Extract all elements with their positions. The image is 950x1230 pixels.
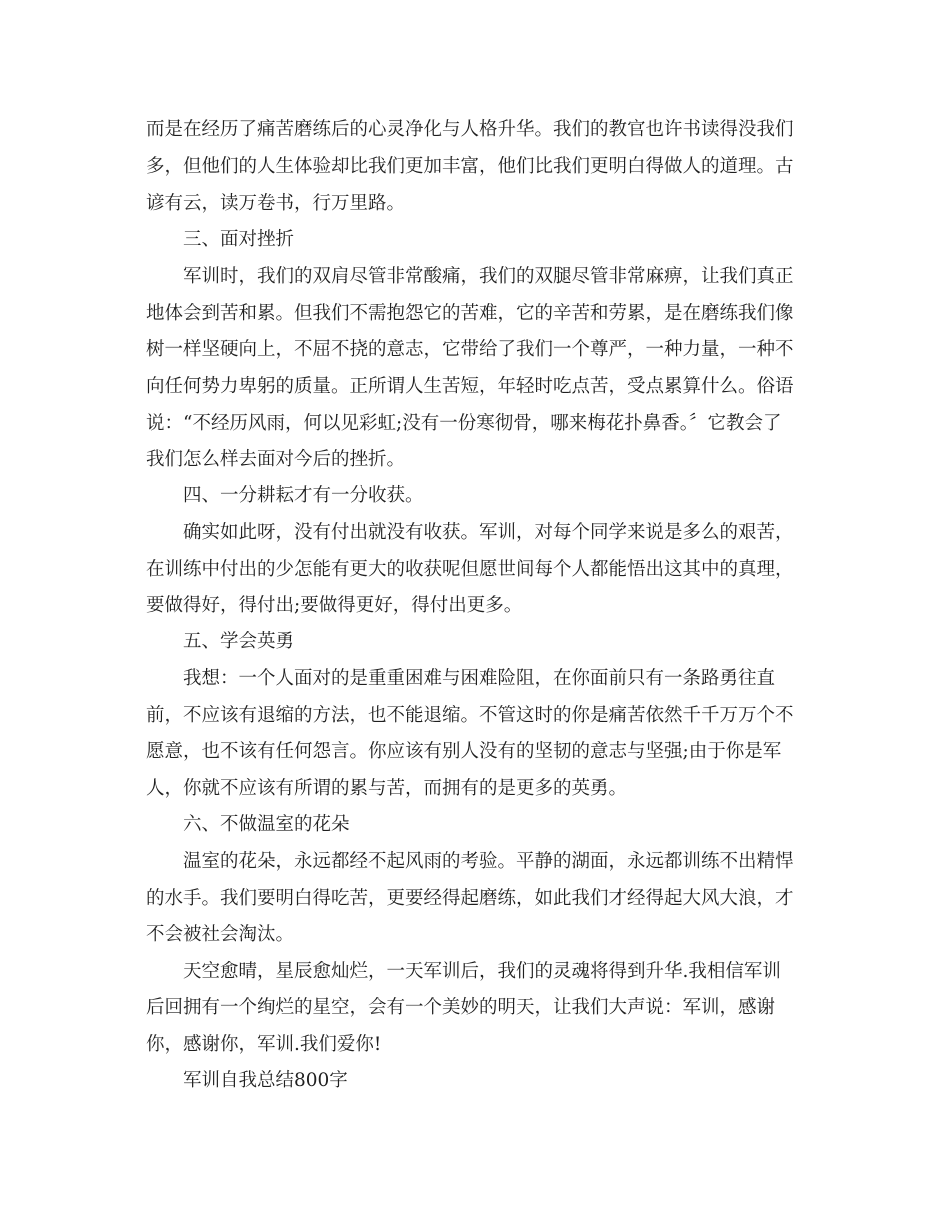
text-line: 前，不应该有退缩的方法，也不能退缩。不管这时的你是痛苦依然千千万万个不 <box>146 705 794 726</box>
text-line: 而是在经历了痛苦磨练后的心灵净化与人格升华。我们的教官也许书读得没我们 <box>146 119 794 140</box>
text-line: 的水手。我们要明白得吃苦，更要经得起磨练，如此我们才经得起大风大浪，才 <box>146 888 794 909</box>
text-line: 温室的花朵，永远都经不起风雨的考验。平静的湖面，永远都训练不出精悍 <box>183 851 794 872</box>
text-line: 愿意，也不该有任何怨言。你应该有别人没有的坚韧的意志与坚强;由于你是军 <box>146 741 782 762</box>
text-line: 在训练中付出的少怎能有更大的收获呢但愿世间每个人都能悟出这其中的真理， <box>146 559 794 580</box>
text-line: 说：“不经历风雨，何以见彩虹;没有一份寒彻骨，哪来梅花扑鼻香。〞它教会了 <box>146 413 782 434</box>
text-line: 你，感谢你，军训.我们爱你! <box>146 1034 382 1055</box>
text-line: 确实如此呀，没有付出就没有收获。军训，对每个同学来说是多么的艰苦， <box>183 522 794 543</box>
text-line: 谚有云，读万卷书，行万里路。 <box>146 193 406 214</box>
section-heading: 军训自我总结800字 <box>183 1070 348 1091</box>
text-line: 地体会到苦和累。但我们不需抱怨它的苦难，它的辛苦和劳累，是在磨练我们像 <box>146 303 794 324</box>
section-heading: 六、不做温室的花朵 <box>183 814 350 835</box>
section-heading: 五、学会英勇 <box>183 631 295 652</box>
text-line: 人，你就不应该有所谓的累与苦，而拥有的是更多的英勇。 <box>146 778 628 799</box>
text-line: 不会被社会淘汰。 <box>146 924 295 945</box>
section-heading: 四、一分耕耘才有一分收获。 <box>183 485 424 506</box>
section-heading: 三、面对挫折 <box>183 229 295 250</box>
text-line: 我们怎么样去面对今后的挫折。 <box>146 449 406 470</box>
text-line: 后回拥有一个绚烂的星空，会有一个美妙的明天，让我们大声说：军训，感谢 <box>146 997 776 1018</box>
text-line: 天空愈晴，星辰愈灿烂，一天军训后，我们的灵魂将得到升华.我相信军训 <box>183 961 781 982</box>
text-line: 我想：一个人面对的是重重困难与困难险阻，在你面前只有一条路勇往直 <box>183 668 776 689</box>
text-line: 向任何势力卑躬的质量。正所谓人生苦短，年轻时吃点苦，受点累算什么。俗语 <box>146 376 794 397</box>
text-line: 树一样坚硬向上，不屈不挠的意志，它带给了我们一个尊严，一种力量，一种不 <box>146 339 794 360</box>
text-line: 军训时，我们的双肩尽管非常酸痛，我们的双腿尽管非常麻痹，让我们真正 <box>183 266 794 287</box>
text-line: 多，但他们的人生体验却比我们更加丰富，他们比我们更明白得做人的道理。古 <box>146 156 794 177</box>
text-line: 要做得好，得付出;要做得更好，得付出更多。 <box>146 595 523 616</box>
